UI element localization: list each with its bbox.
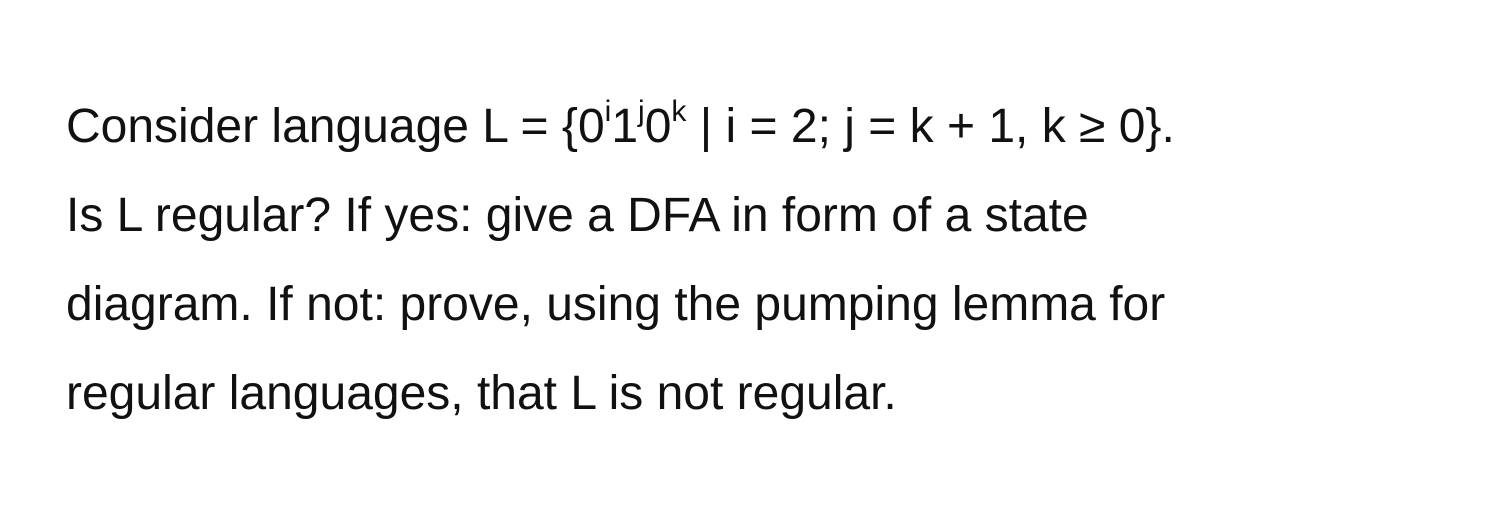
- problem-line-1: [66, 82, 1486, 171]
- exponent-k: k: [671, 95, 687, 128]
- language-definition-prefix: Consider language L = {0: [66, 100, 605, 153]
- problem-line-4: regular languages, that L is not regular.: [66, 367, 897, 420]
- exponent-j: j: [638, 95, 645, 128]
- problem-line-2: Is L regular? If yes: give a DFA in form of a state: [66, 189, 1089, 242]
- symbol-one: 1: [611, 100, 639, 153]
- problem-statement: [66, 82, 1486, 438]
- problem-line-3: diagram. If not: prove, using the pumping lemma for: [66, 278, 1166, 331]
- exponent-i: i: [604, 95, 612, 128]
- symbol-zero: 0: [644, 100, 672, 153]
- language-conditions: | i = 2; j = k + 1, k ≥ 0}.: [686, 100, 1175, 153]
